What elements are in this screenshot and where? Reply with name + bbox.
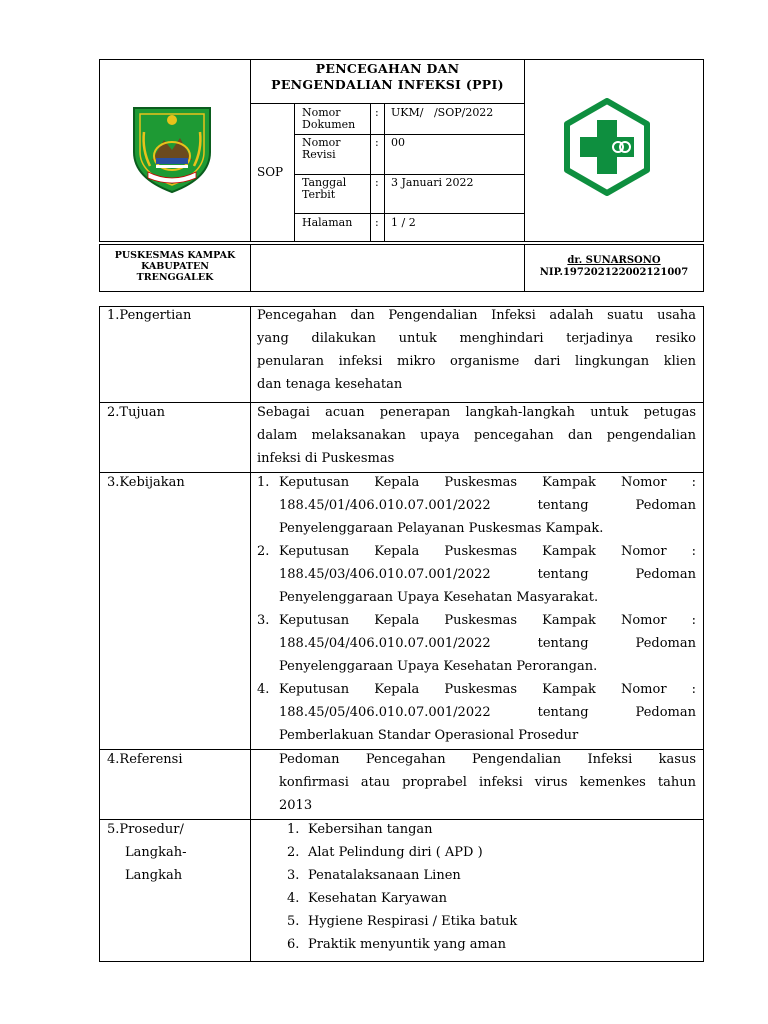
signatory-nip: NIP.197202122002121007: [539, 267, 689, 278]
section-label-tujuan: 2.Tujuan: [107, 405, 165, 420]
section-list-prosedur: [287, 818, 687, 956]
section-text-referensi: Pedoman Pencegahan Pengendalian Infeksi kasus konfirmasi atau proprabel infeksi virus kemenkes tahun 2013: [279, 752, 696, 813]
meta-colon: :: [375, 176, 379, 189]
signatory-name: dr. SUNARSONO: [567, 255, 661, 266]
meta-colon: :: [375, 136, 379, 149]
signatory-block: [525, 255, 703, 279]
section-text-tujuan: Sebagai acuan penerapan langkah-langkah untuk petugas dalam melaksanakan upaya pencegahan dan pengendalian infeksi di Puskesmas: [257, 405, 696, 466]
regency-crest-icon: [130, 102, 214, 194]
meta-value-tanggal-terbit: 3 Januari 2022: [391, 176, 474, 189]
meta-value-halaman: 1 / 2: [391, 216, 416, 229]
list-item: 3. Keputusan Kepala Puskesmas Kampak Nomor : 188.45/04/406.010.07.001/2022 tentang Pedoman Penyelenggaraan Upaya Kesehatan Perorangan.: [257, 613, 696, 674]
meta-label-halaman: Halaman: [302, 216, 353, 229]
list-item: 1. Kebersihan tangan: [287, 822, 433, 837]
meta-label-nomor-dokumen: Nomor Dokumen: [302, 106, 356, 131]
meta-colon: :: [375, 216, 379, 229]
organization-name: PUSKESMAS KAMPAK KABUPATEN TRENGGALEK: [114, 250, 236, 283]
document-title: PENCEGAHAN DAN PENGENDALIAN INFEKSI (PPI): [271, 61, 504, 92]
section-label-pengertian: 1.Pengertian: [107, 308, 192, 323]
sop-label: SOP: [257, 165, 284, 179]
puskesmas-logo-icon: [558, 98, 656, 196]
section-text-pengertian: Pencegahan dan Pengendalian Infeksi adalah suatu usaha yang dilakukan untuk menghindari terjadinya resiko penularan infeksi mikro organisme dari lingkungan klien dan tenaga kesehatan: [257, 308, 696, 392]
list-item: 1. Keputusan Kepala Puskesmas Kampak Nomor : 188.45/01/406.010.07.001/2022 tentang Pedoman Penyelenggaraan Pelayanan Puskesmas Kampak.: [257, 475, 696, 536]
meta-value-nomor-revisi: 00: [391, 136, 405, 149]
list-item: 5. Hygiene Respirasi / Etika batuk: [287, 914, 518, 929]
list-item: 4. Kesehatan Karyawan: [287, 891, 448, 906]
list-item: 3. Penatalaksanaan Linen: [287, 868, 461, 883]
list-item: 2. Alat Pelindung diri ( APD ): [287, 845, 483, 860]
meta-value-nomor-dokumen: UKM/ /SOP/2022: [391, 106, 494, 119]
section-list-kebijakan: [257, 471, 696, 747]
meta-label-tanggal-terbit: Tanggal Terbit: [302, 176, 347, 201]
section-label-kebijakan: 3.Kebijakan: [107, 475, 185, 490]
section-label-prosedur: 5.Prosedur/ Langkah- Langkah: [107, 822, 187, 883]
list-item: 6. Praktik menyuntik yang aman: [287, 937, 506, 952]
list-item: 2. Keputusan Kepala Puskesmas Kampak Nomor : 188.45/03/406.010.07.001/2022 tentang Pedoman Penyelenggaraan Upaya Kesehatan Masyarakat.: [257, 544, 696, 605]
meta-label-nomor-revisi: Nomor Revisi: [302, 136, 341, 161]
meta-colon: :: [375, 106, 379, 119]
list-item: 4. Keputusan Kepala Puskesmas Kampak Nomor : 188.45/05/406.010.07.001/2022 tentang Pedoman Pemberlakuan Standar Operasional Prosedur: [257, 682, 696, 743]
section-label-referensi: 4.Referensi: [107, 752, 183, 767]
